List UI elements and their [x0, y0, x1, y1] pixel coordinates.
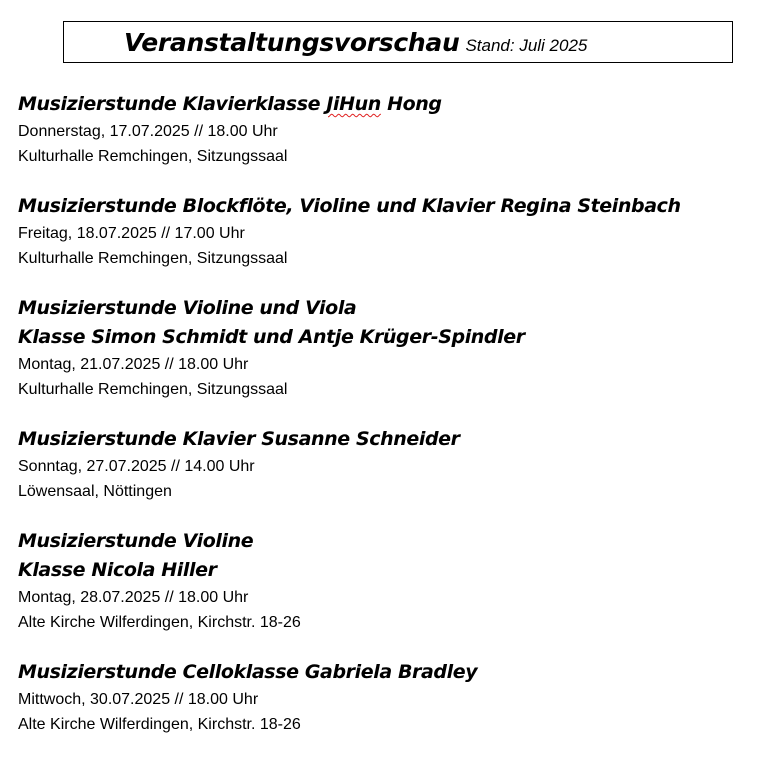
event-title: Musizierstunde Violine — [18, 530, 254, 552]
event-title: Musizierstunde Klavier Susanne Schneider — [18, 428, 460, 450]
event-title: Musizierstunde Celloklasse Gabriela Bradley — [18, 661, 478, 683]
page-title-text: Veranstaltungsvorschau — [124, 28, 460, 57]
event-title-line-2: Klasse Nicola Hiller — [18, 559, 217, 581]
event-date: Mittwoch, 30.07.2025 // 18.00 Uhr — [18, 691, 259, 708]
event-item — [18, 658, 738, 737]
event-item — [18, 294, 738, 402]
event-title-line-2: Klasse Simon Schmidt und Antje Krüger-Spindler — [18, 326, 525, 348]
event-date: Montag, 21.07.2025 // 18.00 Uhr — [18, 356, 249, 373]
event-title — [18, 90, 738, 119]
event-location: Kulturhalle Remchingen, Sitzungssaal — [18, 250, 288, 267]
event-date: Montag, 28.07.2025 // 18.00 Uhr — [18, 589, 249, 606]
event-item — [18, 90, 738, 169]
event-location: Löwensaal, Nöttingen — [18, 483, 172, 500]
event-date: Freitag, 18.07.2025 // 17.00 Uhr — [18, 225, 245, 242]
spellcheck-flagged-word[interactable]: JiHun — [326, 93, 381, 115]
event-location: Kulturhalle Remchingen, Sitzungssaal — [18, 148, 288, 165]
event-title: Musizierstunde Violine und Viola — [18, 297, 357, 319]
header-box — [63, 21, 733, 63]
event-title: Musizierstunde Blockflöte, Violine und Klavier Regina Steinbach — [18, 195, 681, 217]
event-date: Donnerstag, 17.07.2025 // 18.00 Uhr — [18, 123, 278, 140]
page-title — [124, 28, 587, 61]
event-date: Sonntag, 27.07.2025 // 14.00 Uhr — [18, 458, 255, 475]
event-item — [18, 192, 738, 271]
event-title-text: Musizierstunde Klavierklasse — [18, 93, 327, 115]
event-item — [18, 425, 738, 504]
event-location: Alte Kirche Wilferdingen, Kirchstr. 18-26 — [18, 614, 301, 631]
event-location: Kulturhalle Remchingen, Sitzungssaal — [18, 381, 288, 398]
event-item — [18, 527, 738, 635]
event-title-text: Hong — [380, 93, 442, 115]
stand-date: Stand: Juli 2025 — [465, 36, 588, 55]
event-list — [18, 90, 738, 760]
event-location: Alte Kirche Wilferdingen, Kirchstr. 18-26 — [18, 716, 301, 733]
